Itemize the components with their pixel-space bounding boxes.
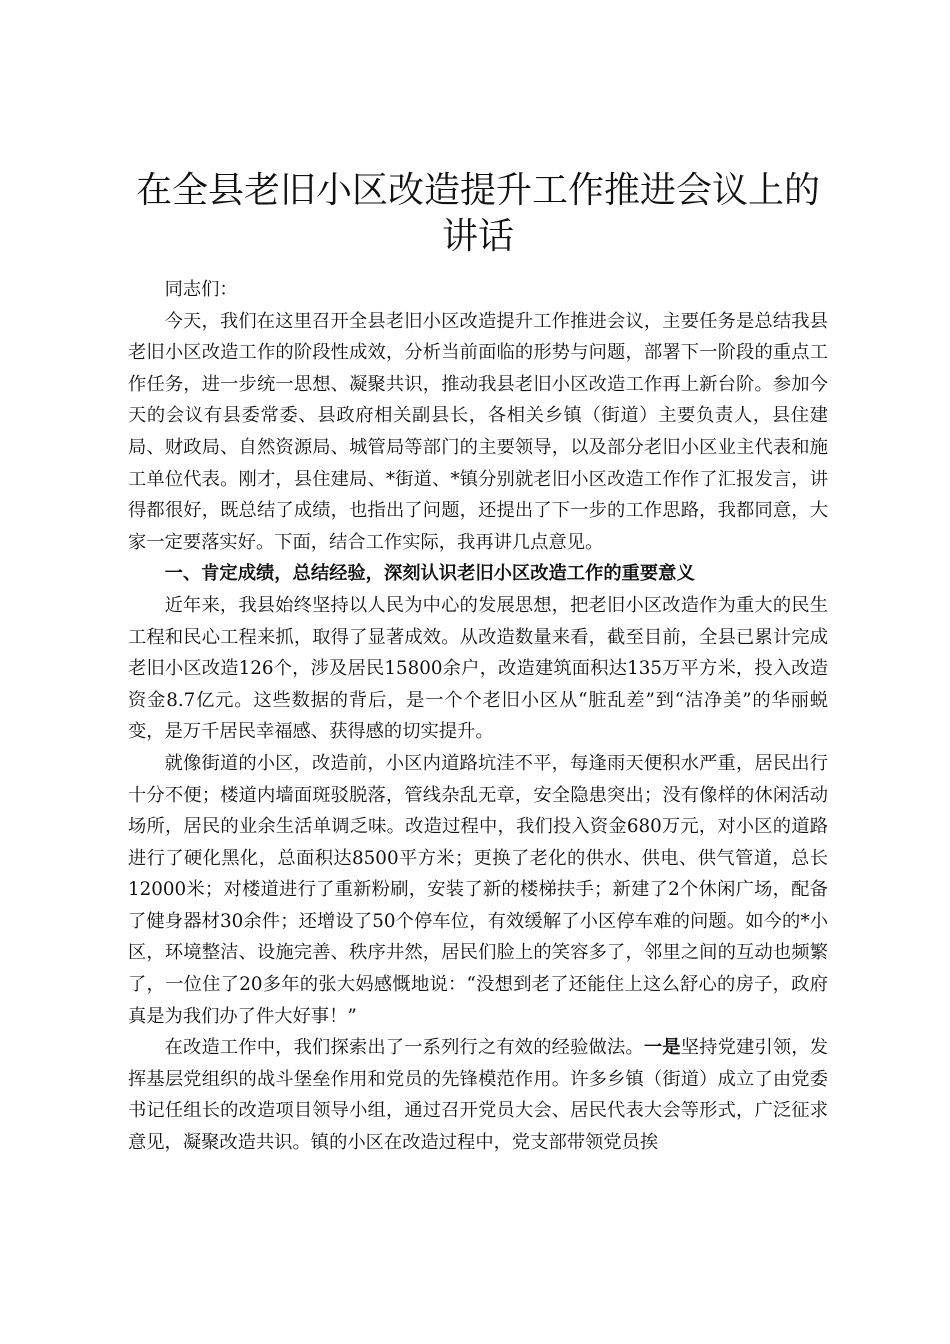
document-title: 在全县老旧小区改造提升工作推进会议上的讲话 (135, 170, 820, 257)
document-page (128, 168, 828, 1159)
paragraph-intro: 今天，我们在这里召开全县老旧小区改造提升工作推进会议，主要任务是总结我县老旧小区改造工作的阶段性成效，分析当前面临的形势与问题，部署下一阶段的重点工作任务，进一步统一思想、凝聚共识，推动我县老旧小区改造工作再上新台阶。参加今天的会议有县委常委、县政府相关副县长，各相关乡镇（街道）主要负责人，县住建局、财政局、自然资源局、城管局等部门的主要领导，以及部分老旧小区业主代表和施工单位代表。刚才，县住建局、*街道、*镇分别就老旧小区改造工作作了汇报发言，讲得都很好，既总结了成绩，也指出了问题，还提出了下一步的工作思路，我都同意，大家一定要落实好。下面，结合工作实际，我再讲几点意见。 (128, 310, 828, 553)
paragraph-experience (128, 1032, 828, 1158)
section-heading-1: 一、肯定成绩，总结经验，深刻认识老旧小区改造工作的重要意义 (164, 563, 695, 585)
paragraph-experience-first-point: 一是 (643, 1037, 681, 1059)
paragraph-experience-rest: 坚持党建引领，发挥基层党组织的战斗堡垒作用和党员的先锋模范作用。许多乡镇（街道）成立了由党委书记任组长的改造项目领导小组，通过召开党员大会、居民代表大会等形式，广泛征求意见，凝聚改造共识。镇的小区在改造过程中，党支部带领党员挨 (128, 1037, 829, 1154)
paragraph-achievements: 近年来，我县始终坚持以人民为中心的发展思想，把老旧小区改造作为重大的民生工程和民心工程来抓，取得了显著成效。从改造数量来看，截至目前，全县已累计完成老旧小区改造126个，涉及居民15800余户，改造建筑面积达135万平方米，投入改造资金8.7亿元。这些数据的背后，是一个个老旧小区从“脏乱差”到“洁净美”的华丽蜕变，是万千居民幸福感、获得感的切实提升。 (128, 594, 828, 743)
salutation: 同志们： (164, 279, 238, 300)
paragraph-example: 就像街道的小区，改造前，小区内道路坑洼不平，每逢雨天便积水严重，居民出行十分不便；楼道内墙面斑驳脱落，管线杂乱无章，安全隐患突出；没有像样的休闲活动场所，居民的业余生活单调乏味。改造过程中，我们投入资金680万元，对小区的道路进行了硬化黑化，总面积达8500平方米；更换了老化的供水、供电、供气管道，总长12000米；对楼道进行了重新粉刷，安装了新的楼梯扶手；新建了2个休闲广场，配备了健身器材30余件；还增设了50个停车位，有效缓解了小区停车难的问题。如今的*小区，环境整洁、设施完善、秩序井然，居民们脸上的笑容多了，邻里之间的互动也频繁了，一位住了20多年的张大妈感慨地说：“没想到老了还能住上这么舒心的房子，政府真是为我们办了件大好事！” (128, 752, 828, 1027)
paragraph-experience-lead: 在改造工作中，我们探索出了一系列行之有效的经验做法。 (164, 1037, 644, 1059)
